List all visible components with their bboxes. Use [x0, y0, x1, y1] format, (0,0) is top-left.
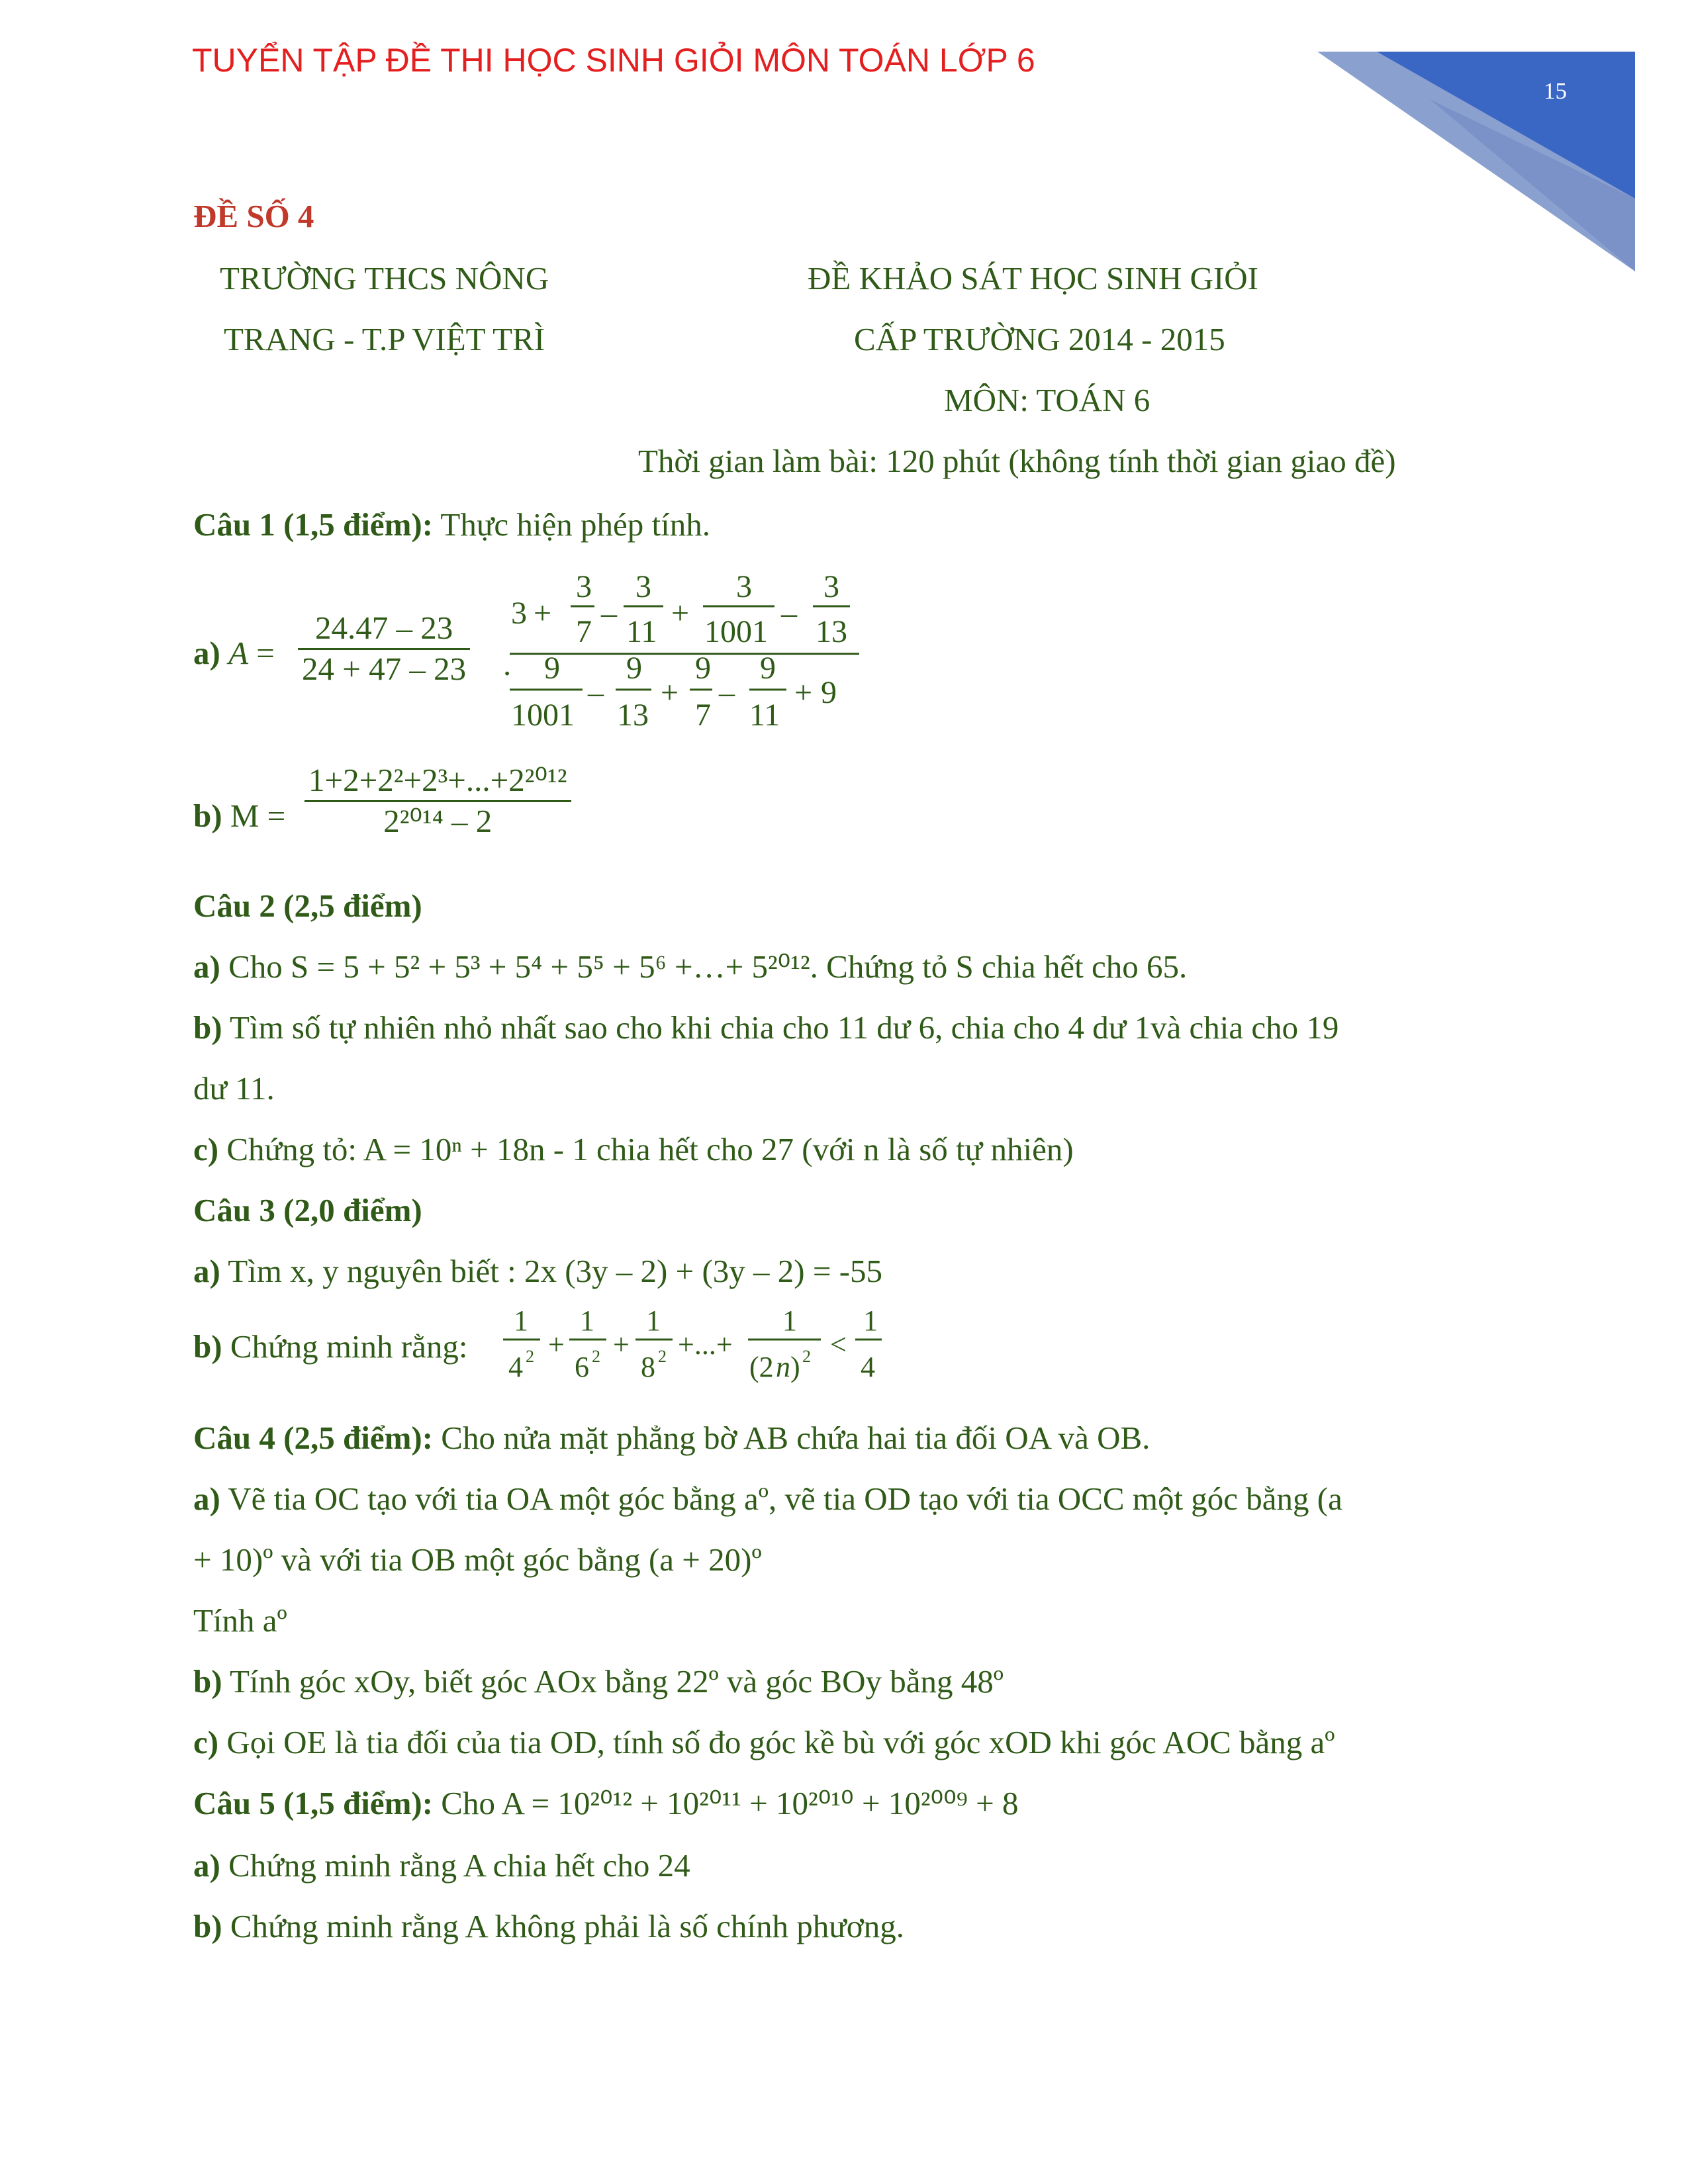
q2a-line — [193, 950, 1187, 983]
svg-text:3: 3 — [635, 569, 651, 604]
q1a-label-line: a) A = — [193, 635, 275, 671]
svg-text:1: 1 — [782, 1304, 797, 1337]
svg-text:11: 11 — [626, 614, 657, 649]
q3b-line — [193, 1330, 467, 1363]
svg-text:1001: 1001 — [704, 614, 768, 649]
q5b-text: Chứng minh rằng A không phải là số chính phương. — [222, 1908, 904, 1944]
q3-head: Câu 3 (2,0 điểm) — [193, 1192, 422, 1228]
svg-text:11: 11 — [749, 698, 780, 733]
svg-text:+: + — [661, 675, 679, 710]
q5-head: Câu 5 (1,5 điểm): — [193, 1785, 434, 1821]
svg-text:8: 8 — [641, 1351, 655, 1383]
q2b-line-1 — [193, 1011, 1338, 1044]
svg-text:+: + — [613, 1328, 630, 1361]
svg-text:9: 9 — [544, 651, 560, 686]
svg-text:13: 13 — [617, 698, 649, 733]
svg-text:2: 2 — [802, 1347, 811, 1366]
svg-text:n: n — [776, 1351, 790, 1383]
q4b-text: Tính góc xOy, biết góc AOx bằng 22º và góc BOy bằng 48º — [222, 1663, 1004, 1700]
svg-text:13: 13 — [816, 614, 847, 649]
q5a-label: a) — [193, 1847, 220, 1884]
q5-line — [193, 1787, 1019, 1819]
q4-head: Câu 4 (2,5 điểm): — [193, 1420, 434, 1456]
svg-text:+: + — [671, 596, 690, 631]
q4a-line-1 — [193, 1482, 1342, 1515]
q4-text: Cho nửa mặt phẳng bờ AB chứa hai tia đối OA và OB. — [433, 1420, 1150, 1456]
svg-text:3: 3 — [823, 569, 839, 604]
svg-text:+...+: +...+ — [678, 1328, 733, 1361]
q4a-line-2: + 10)º và với tia OB một góc bằng (a + 20)º — [193, 1541, 762, 1578]
q1b-den: 2²⁰¹⁴ – 2 — [383, 802, 492, 839]
exam-subject: MÔN: TOÁN 6 — [944, 382, 1150, 418]
svg-text:3: 3 — [736, 569, 752, 604]
svg-text:2: 2 — [592, 1347, 600, 1366]
q4c-line — [193, 1726, 1335, 1758]
q1-text: Thực hiện phép tính. — [433, 506, 710, 543]
svg-text:4: 4 — [508, 1351, 523, 1383]
svg-text:2: 2 — [658, 1347, 667, 1366]
q4a-line-3: Tính aº — [193, 1602, 287, 1639]
q4a-label: a) — [193, 1480, 220, 1517]
exam-title-line-2: CẤP TRƯỜNG 2014 - 2015 — [854, 321, 1225, 357]
svg-text:(2: (2 — [749, 1351, 774, 1383]
q2b-text-1: Tìm số tự nhiên nhỏ nhất sao cho khi chia cho 11 dư 6, chia cho 4 dư 1và chia cho 19 — [222, 1009, 1339, 1046]
svg-text:1: 1 — [646, 1304, 661, 1337]
svg-text:9: 9 — [626, 651, 642, 686]
svg-text:9: 9 — [821, 675, 837, 710]
svg-text:1001: 1001 — [511, 698, 575, 733]
q2c-text: Chứng tỏ: A = 10ⁿ + 18n - 1 chia hết cho 27 (với n là số tự nhiên) — [218, 1131, 1074, 1167]
svg-text:–: – — [601, 596, 617, 631]
q1a-label: a) — [193, 635, 220, 671]
svg-text:6: 6 — [575, 1351, 589, 1383]
svg-text:<: < — [830, 1328, 847, 1361]
q2-head: Câu 2 (2,5 điểm) — [193, 887, 422, 924]
svg-text:3: 3 — [576, 569, 592, 604]
q5-formula: A = 10²⁰¹² + 10²⁰¹¹ + 10²⁰¹⁰ + 10²⁰⁰⁹ + 8 — [501, 1785, 1019, 1821]
q4b-line — [193, 1665, 1004, 1698]
q2a-text: Cho S = 5 + 5² + 5³ + 5⁴ + 5⁵ + 5⁶ +…+ 5²⁰¹². Chứng tỏ S chia hết cho 65. — [220, 948, 1188, 985]
q1b-label-line — [193, 799, 285, 832]
q1a-compound-fraction — [510, 563, 867, 754]
q1b-num: 1+2+2²+2³+...+2²⁰¹² — [308, 762, 567, 798]
svg-text:1: 1 — [514, 1304, 528, 1337]
svg-text:4: 4 — [861, 1351, 875, 1383]
q4a-text-1: Vẽ tia OC tạo với tia OA một góc bằng aº, vẽ tia OD tạo với tia OCC một góc bằng (a — [220, 1480, 1342, 1517]
svg-text:3: 3 — [511, 596, 527, 631]
q5a-text: Chứng minh rằng A chia hết cho 24 — [220, 1847, 690, 1884]
q4c-label: c) — [193, 1724, 219, 1760]
q4b-label: b) — [193, 1663, 222, 1700]
exam-title-line-1: ĐỀ KHẢO SÁT HỌC SINH GIỎI — [808, 260, 1258, 296]
q1b-label: b) — [193, 797, 222, 834]
q3b-label: b) — [193, 1328, 222, 1365]
q1b-fraction — [305, 761, 571, 841]
svg-text:7: 7 — [695, 698, 711, 733]
svg-text:+: + — [548, 1328, 565, 1361]
svg-text:–: – — [588, 675, 604, 710]
q5a-line — [193, 1849, 690, 1882]
q5b-line — [193, 1910, 904, 1942]
svg-text:–: – — [719, 675, 735, 710]
svg-text:): ) — [790, 1351, 800, 1383]
school-line-2: TRANG - T.P VIỆT TRÌ — [224, 321, 545, 357]
q3b-inequality — [503, 1297, 900, 1396]
q1a-var: A — [228, 635, 249, 671]
svg-text:+: + — [534, 596, 552, 631]
q1-line — [193, 508, 710, 541]
q3a-line — [193, 1255, 882, 1287]
svg-text:+: + — [794, 675, 813, 710]
q3a-label: a) — [193, 1253, 220, 1289]
series-title: TUYỂN TẬP ĐỀ THI HỌC SINH GIỎI MÔN TOÁN LỚP 6 — [192, 42, 1035, 79]
svg-text:9: 9 — [760, 651, 776, 686]
q3a-text: Tìm x, y nguyên biết : 2x (3y – 2) + (3y – 2) = -55 — [220, 1253, 883, 1289]
q4c-text: Gọi OE là tia đối của tia OD, tính số đo góc kề bù với góc xOD khi góc AOC bằng aº — [218, 1724, 1335, 1760]
q2b-line-2: dư 11. — [193, 1070, 275, 1107]
q4-line — [193, 1422, 1150, 1454]
q5-text: Cho — [433, 1785, 495, 1821]
q5b-label: b) — [193, 1908, 222, 1944]
q1a-f1-den: 24 + 47 – 23 — [302, 650, 467, 687]
svg-text:9: 9 — [695, 651, 711, 686]
q2c-line — [193, 1133, 1074, 1165]
exam-number: ĐỀ SỐ 4 — [193, 198, 314, 234]
svg-text:1: 1 — [580, 1304, 594, 1337]
exam-time: Thời gian làm bài: 120 phút (không tính thời gian giao đề) — [638, 443, 1396, 479]
q3b-text: Chứng minh rằng: — [222, 1328, 468, 1365]
page-number: 15 — [1544, 78, 1567, 104]
svg-text:7: 7 — [576, 614, 592, 649]
svg-text:2: 2 — [526, 1347, 534, 1366]
q1b-text: M = — [222, 797, 286, 834]
q2b-label: b) — [193, 1009, 222, 1046]
svg-text:1: 1 — [863, 1304, 878, 1337]
q1a-fraction-1 — [298, 609, 470, 689]
q2c-label: c) — [193, 1131, 219, 1167]
q1-head: Câu 1 (1,5 điểm): — [193, 506, 434, 543]
q1a-f1-num: 24.47 – 23 — [314, 610, 453, 646]
q2a-label: a) — [193, 948, 220, 985]
dot-operator: . — [503, 646, 512, 682]
school-line-1: TRƯỜNG THCS NÔNG — [220, 260, 549, 296]
svg-text:–: – — [781, 596, 797, 631]
